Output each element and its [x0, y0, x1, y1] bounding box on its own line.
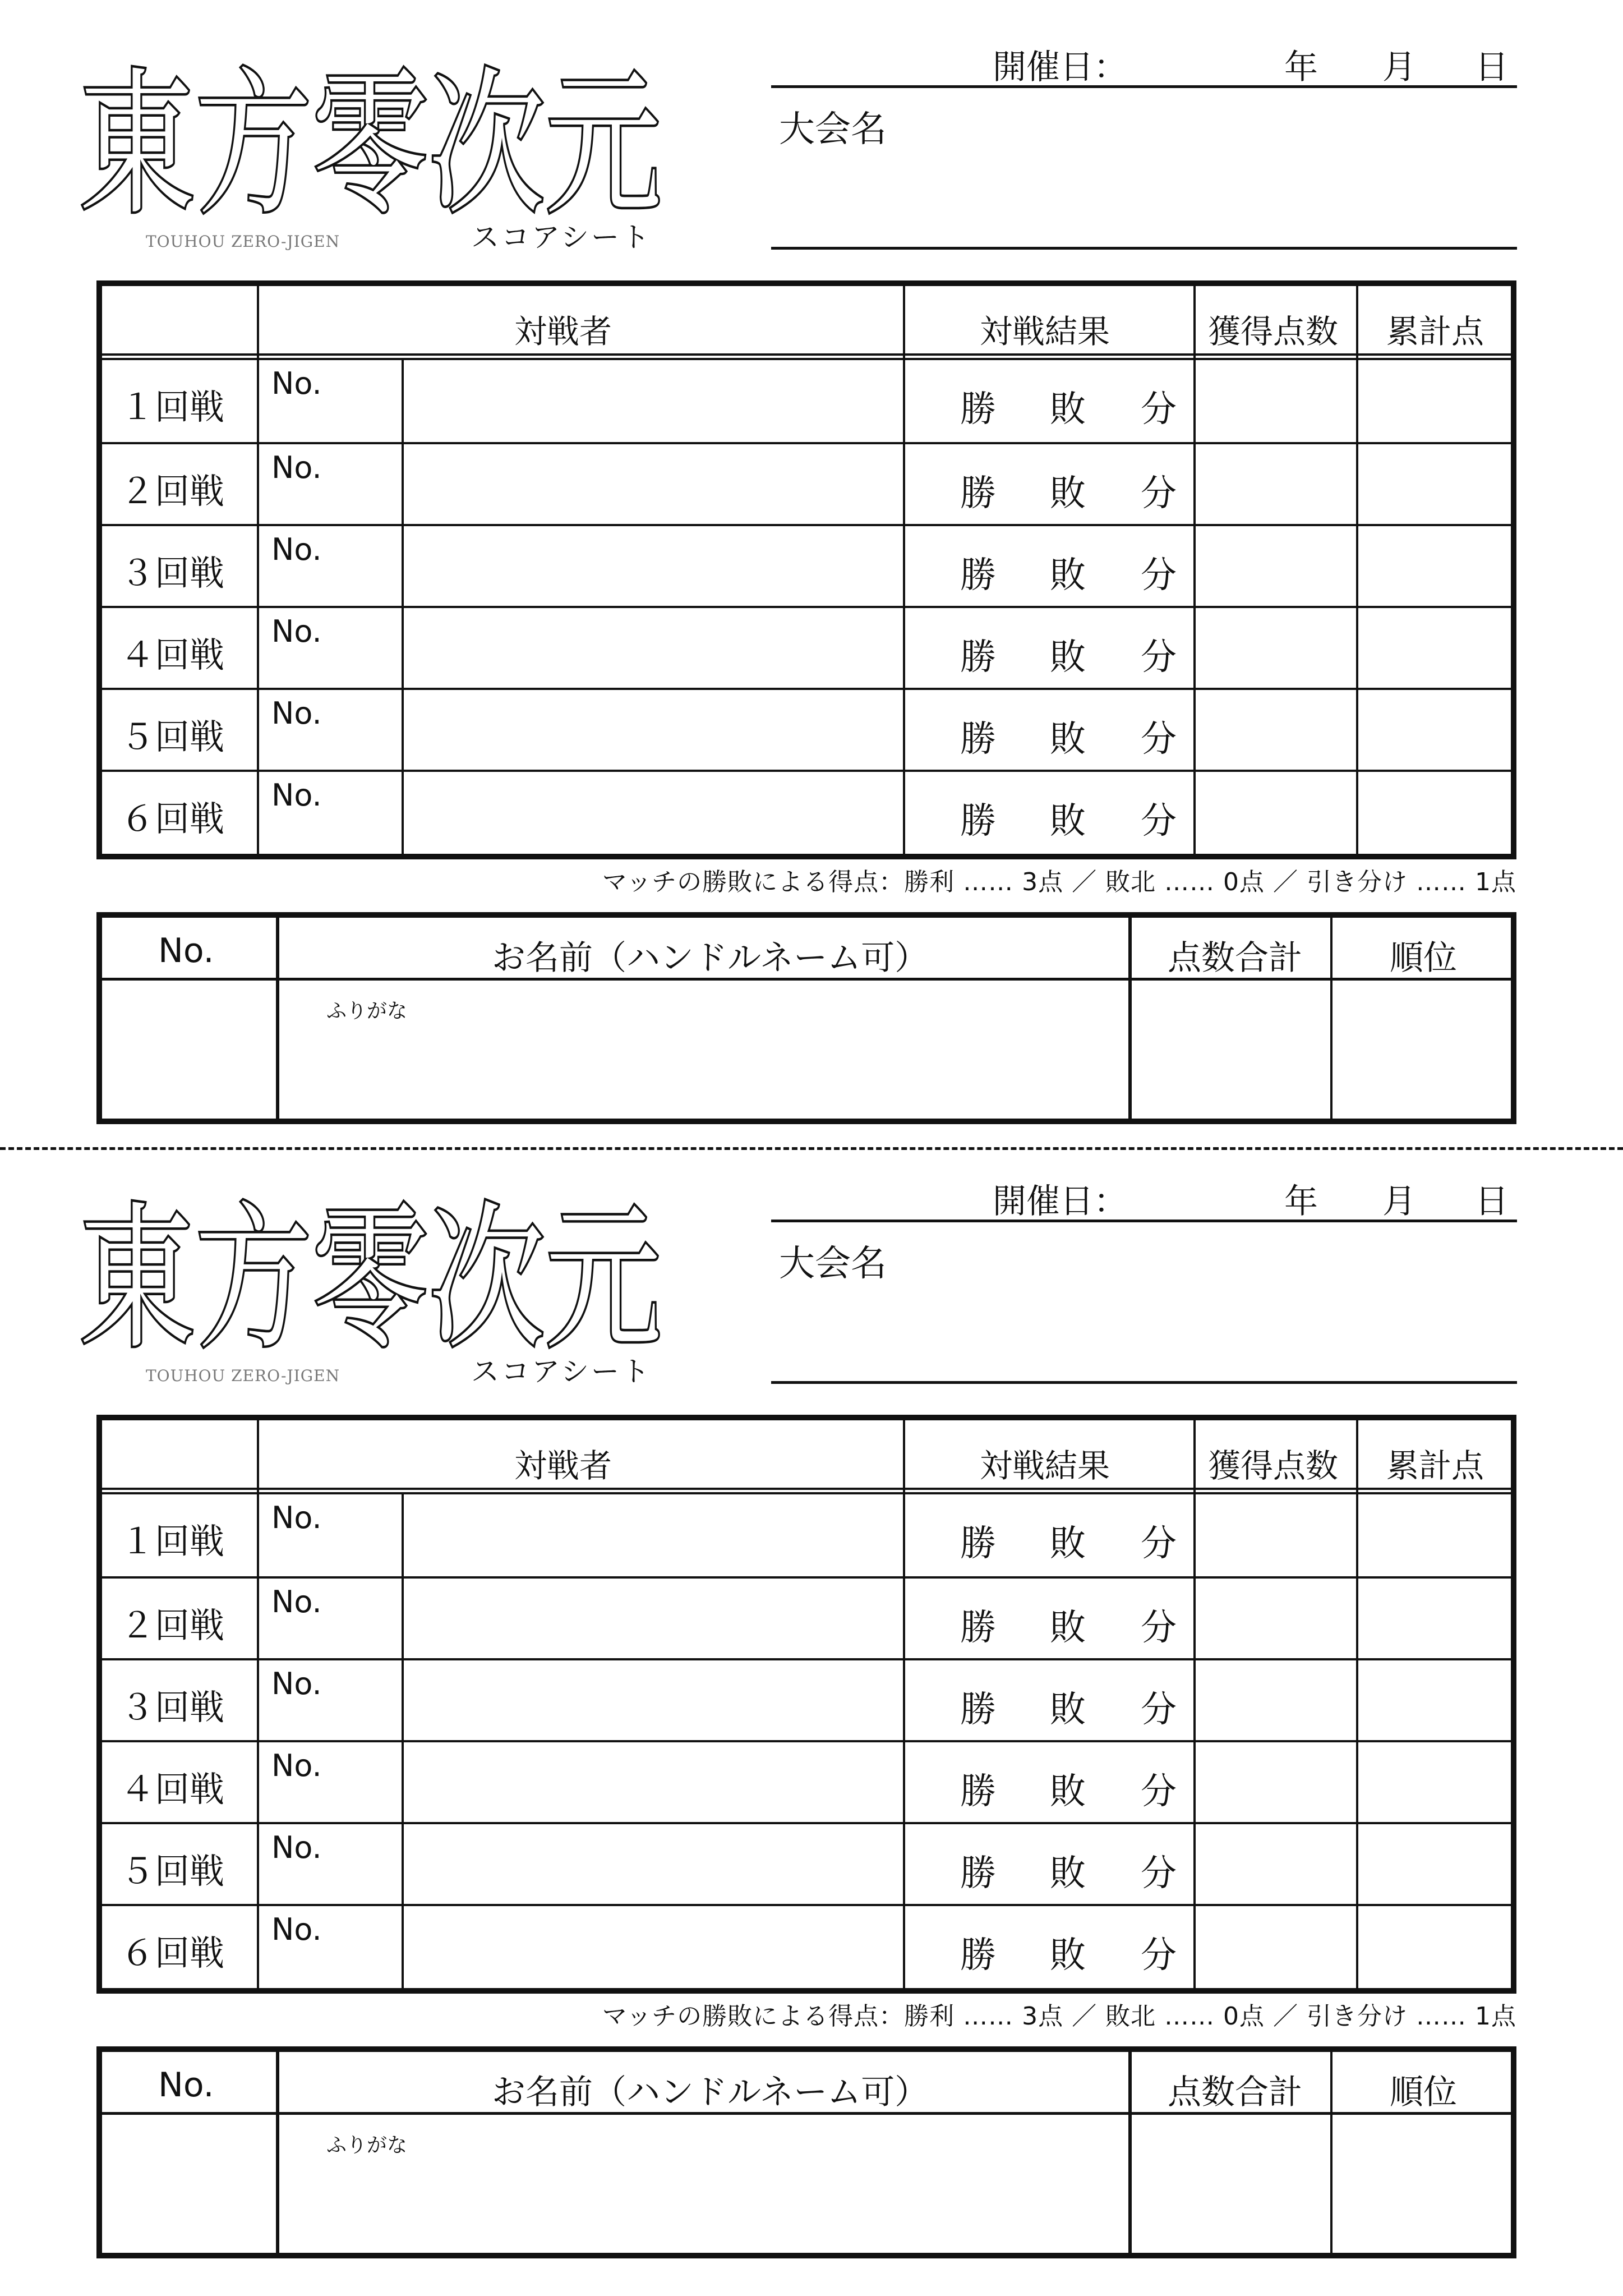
day-label: 日 — [1475, 48, 1509, 87]
furigana-label: ふりがな — [326, 1000, 408, 1023]
col-divider — [1128, 2052, 1132, 2253]
col-divider — [903, 286, 905, 854]
header-points: 獲得点数 — [1208, 1447, 1339, 1485]
opponent-no-label: No. — [271, 1912, 322, 1947]
lose-mark[interactable]: 敗 — [1050, 555, 1086, 596]
round-label: ３回戦 — [120, 1687, 225, 1728]
match-rows — [102, 360, 1511, 854]
opponent-no-label: No. — [271, 366, 322, 401]
logo — [79, 39, 667, 275]
col-divider — [1330, 2052, 1332, 2253]
header-cumulative: 累計点 — [1386, 312, 1484, 351]
table-row — [102, 770, 1511, 852]
opponent-no-label: No. — [271, 1748, 322, 1783]
win-mark[interactable]: 勝 — [960, 800, 996, 842]
table-row — [102, 606, 1511, 688]
col-divider — [1193, 286, 1196, 854]
win-mark[interactable]: 勝 — [960, 1689, 996, 1731]
round-label: ５回戦 — [120, 1851, 225, 1892]
lose-mark[interactable]: 敗 — [1050, 1935, 1086, 1976]
lose-mark[interactable]: 敗 — [1050, 1607, 1086, 1649]
year-label: 年 — [1284, 1182, 1318, 1221]
date-row — [771, 1169, 1517, 1222]
win-mark[interactable]: 勝 — [960, 555, 996, 596]
table-row — [102, 1494, 1511, 1576]
match-rows — [102, 1494, 1511, 1988]
opponent-no-label: No. — [271, 1584, 322, 1619]
header-no: No. — [158, 931, 214, 970]
match-table-header — [102, 1420, 1511, 1494]
col-divider — [1356, 1420, 1358, 1988]
col-divider — [257, 286, 259, 854]
event-name-field[interactable] — [771, 1221, 1517, 1384]
day-label: 日 — [1475, 1182, 1509, 1221]
lose-mark[interactable]: 敗 — [1050, 1523, 1086, 1565]
logo-subtitle: TOUHOU ZERO-JIGEN — [146, 1366, 340, 1385]
lose-mark[interactable]: 敗 — [1050, 1771, 1086, 1812]
round-label: ２回戦 — [120, 471, 225, 512]
win-mark[interactable]: 勝 — [960, 1853, 996, 1894]
logo-kana: スコアシート — [471, 1355, 652, 1388]
table-row — [102, 1822, 1511, 1904]
event-name-label: 大会名 — [779, 109, 887, 150]
draw-mark[interactable]: 分 — [1141, 1771, 1177, 1812]
header-rank: 順位 — [1390, 2073, 1457, 2112]
round-label: ４回戦 — [120, 1769, 225, 1810]
month-label: 月 — [1382, 1182, 1416, 1221]
name-table — [96, 912, 1516, 1124]
name-table-header — [102, 2052, 1511, 2115]
win-mark[interactable]: 勝 — [960, 473, 996, 514]
logo-graphic — [79, 1174, 667, 1409]
round-label: ６回戦 — [120, 1932, 225, 1973]
table-row — [102, 688, 1511, 770]
lose-mark[interactable]: 敗 — [1050, 719, 1086, 760]
win-mark[interactable]: 勝 — [960, 1771, 996, 1812]
score-sheet-top — [0, 0, 1623, 1133]
win-mark[interactable]: 勝 — [960, 719, 996, 760]
win-mark[interactable]: 勝 — [960, 637, 996, 678]
opponent-no-label: No. — [271, 696, 322, 731]
draw-mark[interactable]: 分 — [1141, 1935, 1177, 1976]
col-divider — [1330, 918, 1332, 1119]
header-total: 点数合計 — [1168, 2073, 1302, 2112]
draw-mark[interactable]: 分 — [1141, 719, 1177, 760]
year-label: 年 — [1284, 48, 1318, 87]
logo-title: 東方零次元 — [79, 54, 662, 237]
opponent-no-label: No. — [271, 450, 322, 485]
logo — [79, 1174, 667, 1409]
lose-mark[interactable]: 敗 — [1050, 1689, 1086, 1731]
round-label: ４回戦 — [120, 634, 225, 675]
header-cumulative: 累計点 — [1386, 1447, 1484, 1485]
header-name: お名前（ハンドルネーム可） — [492, 2073, 929, 2112]
col-divider — [1193, 1420, 1196, 1988]
date-label: 開催日： — [993, 48, 1127, 87]
round-label: １回戦 — [120, 1521, 225, 1562]
lose-mark[interactable]: 敗 — [1050, 800, 1086, 842]
lose-mark[interactable]: 敗 — [1050, 473, 1086, 514]
table-row — [102, 442, 1511, 524]
draw-mark[interactable]: 分 — [1141, 637, 1177, 678]
month-label: 月 — [1382, 48, 1416, 87]
scoring-rule: マッチの勝敗による得点：勝利 …… 3点 ／ 敗北 …… 0点 ／ 引き分け …… 1点 — [602, 2002, 1516, 2031]
col-divider — [402, 360, 404, 854]
header-result: 対戦結果 — [980, 1447, 1110, 1485]
lose-mark[interactable]: 敗 — [1050, 389, 1086, 430]
round-label: １回戦 — [120, 386, 225, 427]
table-row — [102, 1658, 1511, 1740]
furigana-label: ふりがな — [326, 2134, 408, 2157]
match-table — [96, 1415, 1516, 1994]
col-divider — [402, 1494, 404, 1988]
opponent-no-label: No. — [271, 777, 322, 813]
round-label: ６回戦 — [120, 798, 225, 839]
logo-title: 東方零次元 — [79, 1188, 662, 1371]
draw-mark[interactable]: 分 — [1141, 555, 1177, 596]
col-divider — [276, 918, 279, 1119]
win-mark[interactable]: 勝 — [960, 1935, 996, 1976]
draw-mark[interactable]: 分 — [1141, 1689, 1177, 1731]
col-divider — [1128, 918, 1132, 1119]
score-sheet-bottom — [0, 1134, 1623, 2267]
round-label: ５回戦 — [120, 716, 225, 757]
scoring-rule: マッチの勝敗による得点：勝利 …… 3点 ／ 敗北 …… 0点 ／ 引き分け …… 1点 — [602, 868, 1516, 896]
header-opponent: 対戦者 — [514, 312, 612, 351]
header-opponent: 対戦者 — [514, 1447, 612, 1485]
header-rank: 順位 — [1390, 938, 1457, 978]
table-row — [102, 1576, 1511, 1658]
opponent-no-label: No. — [271, 614, 322, 649]
opponent-no-label: No. — [271, 1666, 322, 1701]
logo-subtitle: TOUHOU ZERO-JIGEN — [146, 232, 340, 251]
header-points: 獲得点数 — [1208, 312, 1339, 351]
lose-mark[interactable]: 敗 — [1050, 1853, 1086, 1894]
match-table-header — [102, 286, 1511, 360]
col-divider — [1356, 286, 1358, 854]
table-row — [102, 360, 1511, 442]
opponent-no-label: No. — [271, 1500, 322, 1535]
name-table — [96, 2046, 1516, 2258]
draw-mark[interactable]: 分 — [1141, 1523, 1177, 1565]
draw-mark[interactable]: 分 — [1141, 473, 1177, 514]
table-row — [102, 1904, 1511, 1986]
col-divider — [903, 1420, 905, 1988]
header-total: 点数合計 — [1168, 938, 1302, 978]
date-label: 開催日： — [993, 1182, 1127, 1221]
opponent-no-label: No. — [271, 1830, 322, 1865]
date-row — [771, 35, 1517, 88]
event-name-label: 大会名 — [779, 1243, 887, 1285]
header-result: 対戦結果 — [980, 312, 1110, 351]
win-mark[interactable]: 勝 — [960, 389, 996, 430]
win-mark[interactable]: 勝 — [960, 1523, 996, 1565]
event-name-field[interactable] — [771, 87, 1517, 250]
logo-graphic — [79, 39, 667, 275]
draw-mark[interactable]: 分 — [1141, 1853, 1177, 1894]
round-label: ２回戦 — [120, 1605, 225, 1646]
draw-mark[interactable]: 分 — [1141, 800, 1177, 842]
table-row — [102, 524, 1511, 606]
name-table-header — [102, 918, 1511, 981]
draw-mark[interactable]: 分 — [1141, 1607, 1177, 1649]
lose-mark[interactable]: 敗 — [1050, 637, 1086, 678]
logo-kana: スコアシート — [471, 221, 652, 254]
col-divider — [276, 2052, 279, 2253]
win-mark[interactable]: 勝 — [960, 1607, 996, 1649]
header-name: お名前（ハンドルネーム可） — [492, 938, 929, 978]
draw-mark[interactable]: 分 — [1141, 389, 1177, 430]
header-no: No. — [158, 2065, 214, 2105]
col-divider — [257, 1420, 259, 1988]
round-label: ３回戦 — [120, 553, 225, 593]
table-row — [102, 1740, 1511, 1822]
match-table — [96, 280, 1516, 859]
opponent-no-label: No. — [271, 532, 322, 567]
